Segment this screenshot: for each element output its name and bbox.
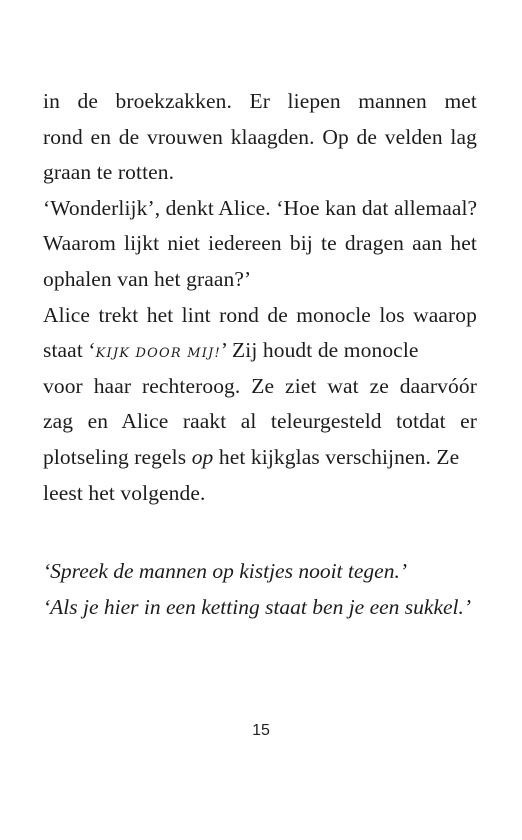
text-line: Alice trekt het lint rond de monocle los waarop — [43, 302, 477, 327]
text-line: zag en Alice raakt al teleurgesteld totdat er — [43, 409, 477, 434]
text-line-with-emphasis — [43, 440, 477, 476]
text-line: voor haar rechteroog. Ze ziet wat ze daarvóór — [43, 373, 477, 398]
quote-line: ‘Als je hier in een ketting staat ben je een sukkel.’ — [43, 594, 472, 619]
text-line: ‘Wonderlijk’, denkt Alice. ‘Hoe kan dat allemaal? — [43, 195, 478, 220]
text-fragment: het kijkglas verschijnen. Ze — [213, 444, 460, 469]
text-line: leest het volgende. — [43, 480, 206, 505]
text-line: ophalen van het graan?’ — [43, 266, 252, 291]
text-line: Waarom lijkt niet iedereen bij te dragen aan het — [43, 231, 477, 256]
text-fragment: staat ‘ — [43, 338, 96, 363]
text-fragment: ’ Zij houdt de monocle — [220, 338, 419, 363]
quote-block — [43, 553, 477, 624]
page-number: 15 — [252, 722, 270, 739]
emphasis-word: op — [191, 444, 214, 469]
text-line: graan te rotten. — [43, 160, 175, 185]
text-line: rond en de vrouwen klaagden. Op de velden lag — [43, 124, 477, 149]
text-line-with-ribbon-text — [43, 333, 477, 369]
ribbon-inscription: KIJK DOOR MIJ! — [95, 346, 221, 362]
text-fragment: plotseling regels — [43, 444, 192, 469]
quote-line: ‘Spreek de mannen op kistjes nooit tegen.’ — [43, 559, 407, 583]
body-text — [43, 84, 477, 511]
text-line: in de broekzakken. Er liepen mannen met — [43, 89, 477, 113]
